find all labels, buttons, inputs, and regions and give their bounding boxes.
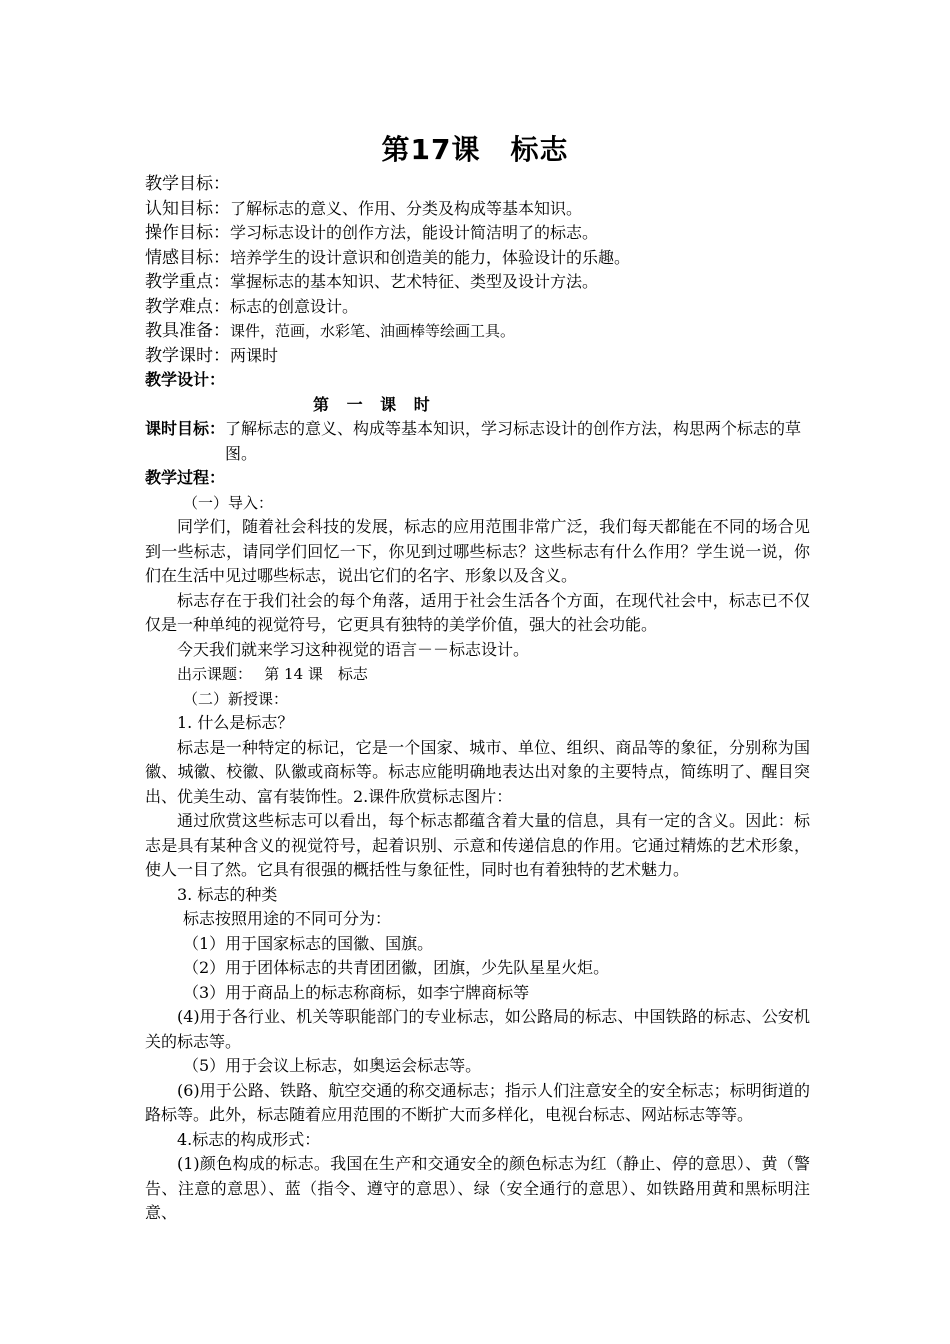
objective-row: 教学重点：掌握标志的基本知识、艺术特征、类型及设计方法。	[145, 272, 599, 292]
page-title	[0, 128, 950, 168]
objective-row: 操作目标：学习标志设计的创作方法，能设计简洁明了的标志。	[145, 223, 599, 243]
paragraph: 今天我们就来学习这种视觉的语言－－标志设计。	[177, 639, 530, 659]
objective-row: 教学难点：标志的创意设计。	[145, 296, 359, 317]
paragraph: 出示课题： 第 14 课 标志	[177, 665, 368, 683]
title-topic: 标志	[510, 133, 569, 166]
process-heading: 教学过程：	[145, 468, 226, 487]
lesson-goal-label: 课时目标：	[145, 419, 226, 438]
list-item: （1）用于国家标志的国徽、国旗。	[183, 933, 434, 953]
lesson-goal-text: 了解标志的意义、构成等基本知识，学习标志设计的创作方法，构思两个标志的草图。	[225, 419, 802, 463]
objective-row: 情感目标：培养学生的设计意识和创造美的能力，体验设计的乐趣。	[145, 247, 631, 268]
paragraph: 标志按照用途的不同可分为：	[183, 909, 392, 928]
list-item: （5）用于会议上标志，如奥运会标志等。	[183, 1056, 482, 1075]
document-body	[145, 172, 810, 1226]
question: 3. 标志的种类	[177, 884, 278, 904]
list-item: (4)用于各行业、机关等职能部门的专业标志，如公路局的标志、中国铁路的标志、公安机关的标志等。	[145, 1007, 810, 1051]
objective-row: 认知目标：了解标志的意义、作用、分类及构成等基本知识。	[145, 198, 583, 219]
paragraph: 通过欣赏这些标志可以看出，每个标志都蕴含着大量的信息，具有一定的含义。因此：标志是具有某种含义的视觉符号，起着识别、示意和传递信息的作用。它通过精炼的艺术形象，使人一目了然。它具有很强的概括性与象征性，同时也有着独特的艺术魅力。	[145, 811, 810, 879]
objective-row: 教具准备：课件，范画，水彩笔、油画棒等绘画工具。	[145, 321, 516, 341]
paragraph: 同学们，随着社会科技的发展，标志的应用范围非常广泛，我们每天都能在不同的场合见到一些标志，请同学们回忆一下，你见到过哪些标志？这些标志有什么作用？学生说一说，你们在生活中见过哪些标志，说出它们的名字、形象以及含义。	[145, 517, 810, 585]
lesson-goal	[145, 417, 810, 466]
design-heading: 教学设计：	[145, 370, 226, 389]
lesson-heading: 第 一 课 时	[313, 394, 436, 414]
section-new-lesson: （二）新授课：	[183, 689, 289, 708]
title-lesson-number: 第17课	[381, 133, 481, 166]
objectives-heading: 教学目标：	[145, 174, 230, 194]
list-item: (6)用于公路、铁路、航空交通的称交通标志；指示人们注意安全的安全标志；标明街道的路标等。此外，标志随着应用范围的不断扩大而多样化，电视台标志、网站标志等等。	[145, 1080, 810, 1124]
question: 1. 什么是标志？	[177, 713, 294, 732]
section-intro: （一）导入：	[183, 493, 274, 512]
paragraph: 标志是一种特定的标记，它是一个国家、城市、单位、组织、商品等的象征，分别称为国徽、城徽、校徽、队徽或商标等。标志应能明确地表达出对象的主要特点，简练明了、醒目突出、优美生动、富有装饰性。2.课件欣赏标志图片：	[145, 737, 810, 806]
list-item: （3）用于商品上的标志称商标，如李宁牌商标等	[183, 982, 530, 1002]
objective-row: 教学课时：两课时	[145, 345, 279, 366]
question: 4.标志的构成形式：	[177, 1129, 321, 1149]
list-item: （2）用于团体标志的共青团团徽，团旗，少先队星星火炬。	[183, 958, 610, 977]
paragraph: (1)颜色构成的标志。我国在生产和交通安全的颜色标志为红（静止、停的意思）、黄（警告、注意的意思）、蓝（指令、遵守的意思）、绿（安全通行的意思）、如铁路用黄和黑标明注意、	[145, 1154, 810, 1222]
paragraph: 标志存在于我们社会的每个角落，适用于社会生活各个方面，在现代社会中，标志已不仅仅是一种单纯的视觉符号，它更具有独特的美学价值，强大的社会功能。	[145, 590, 810, 634]
